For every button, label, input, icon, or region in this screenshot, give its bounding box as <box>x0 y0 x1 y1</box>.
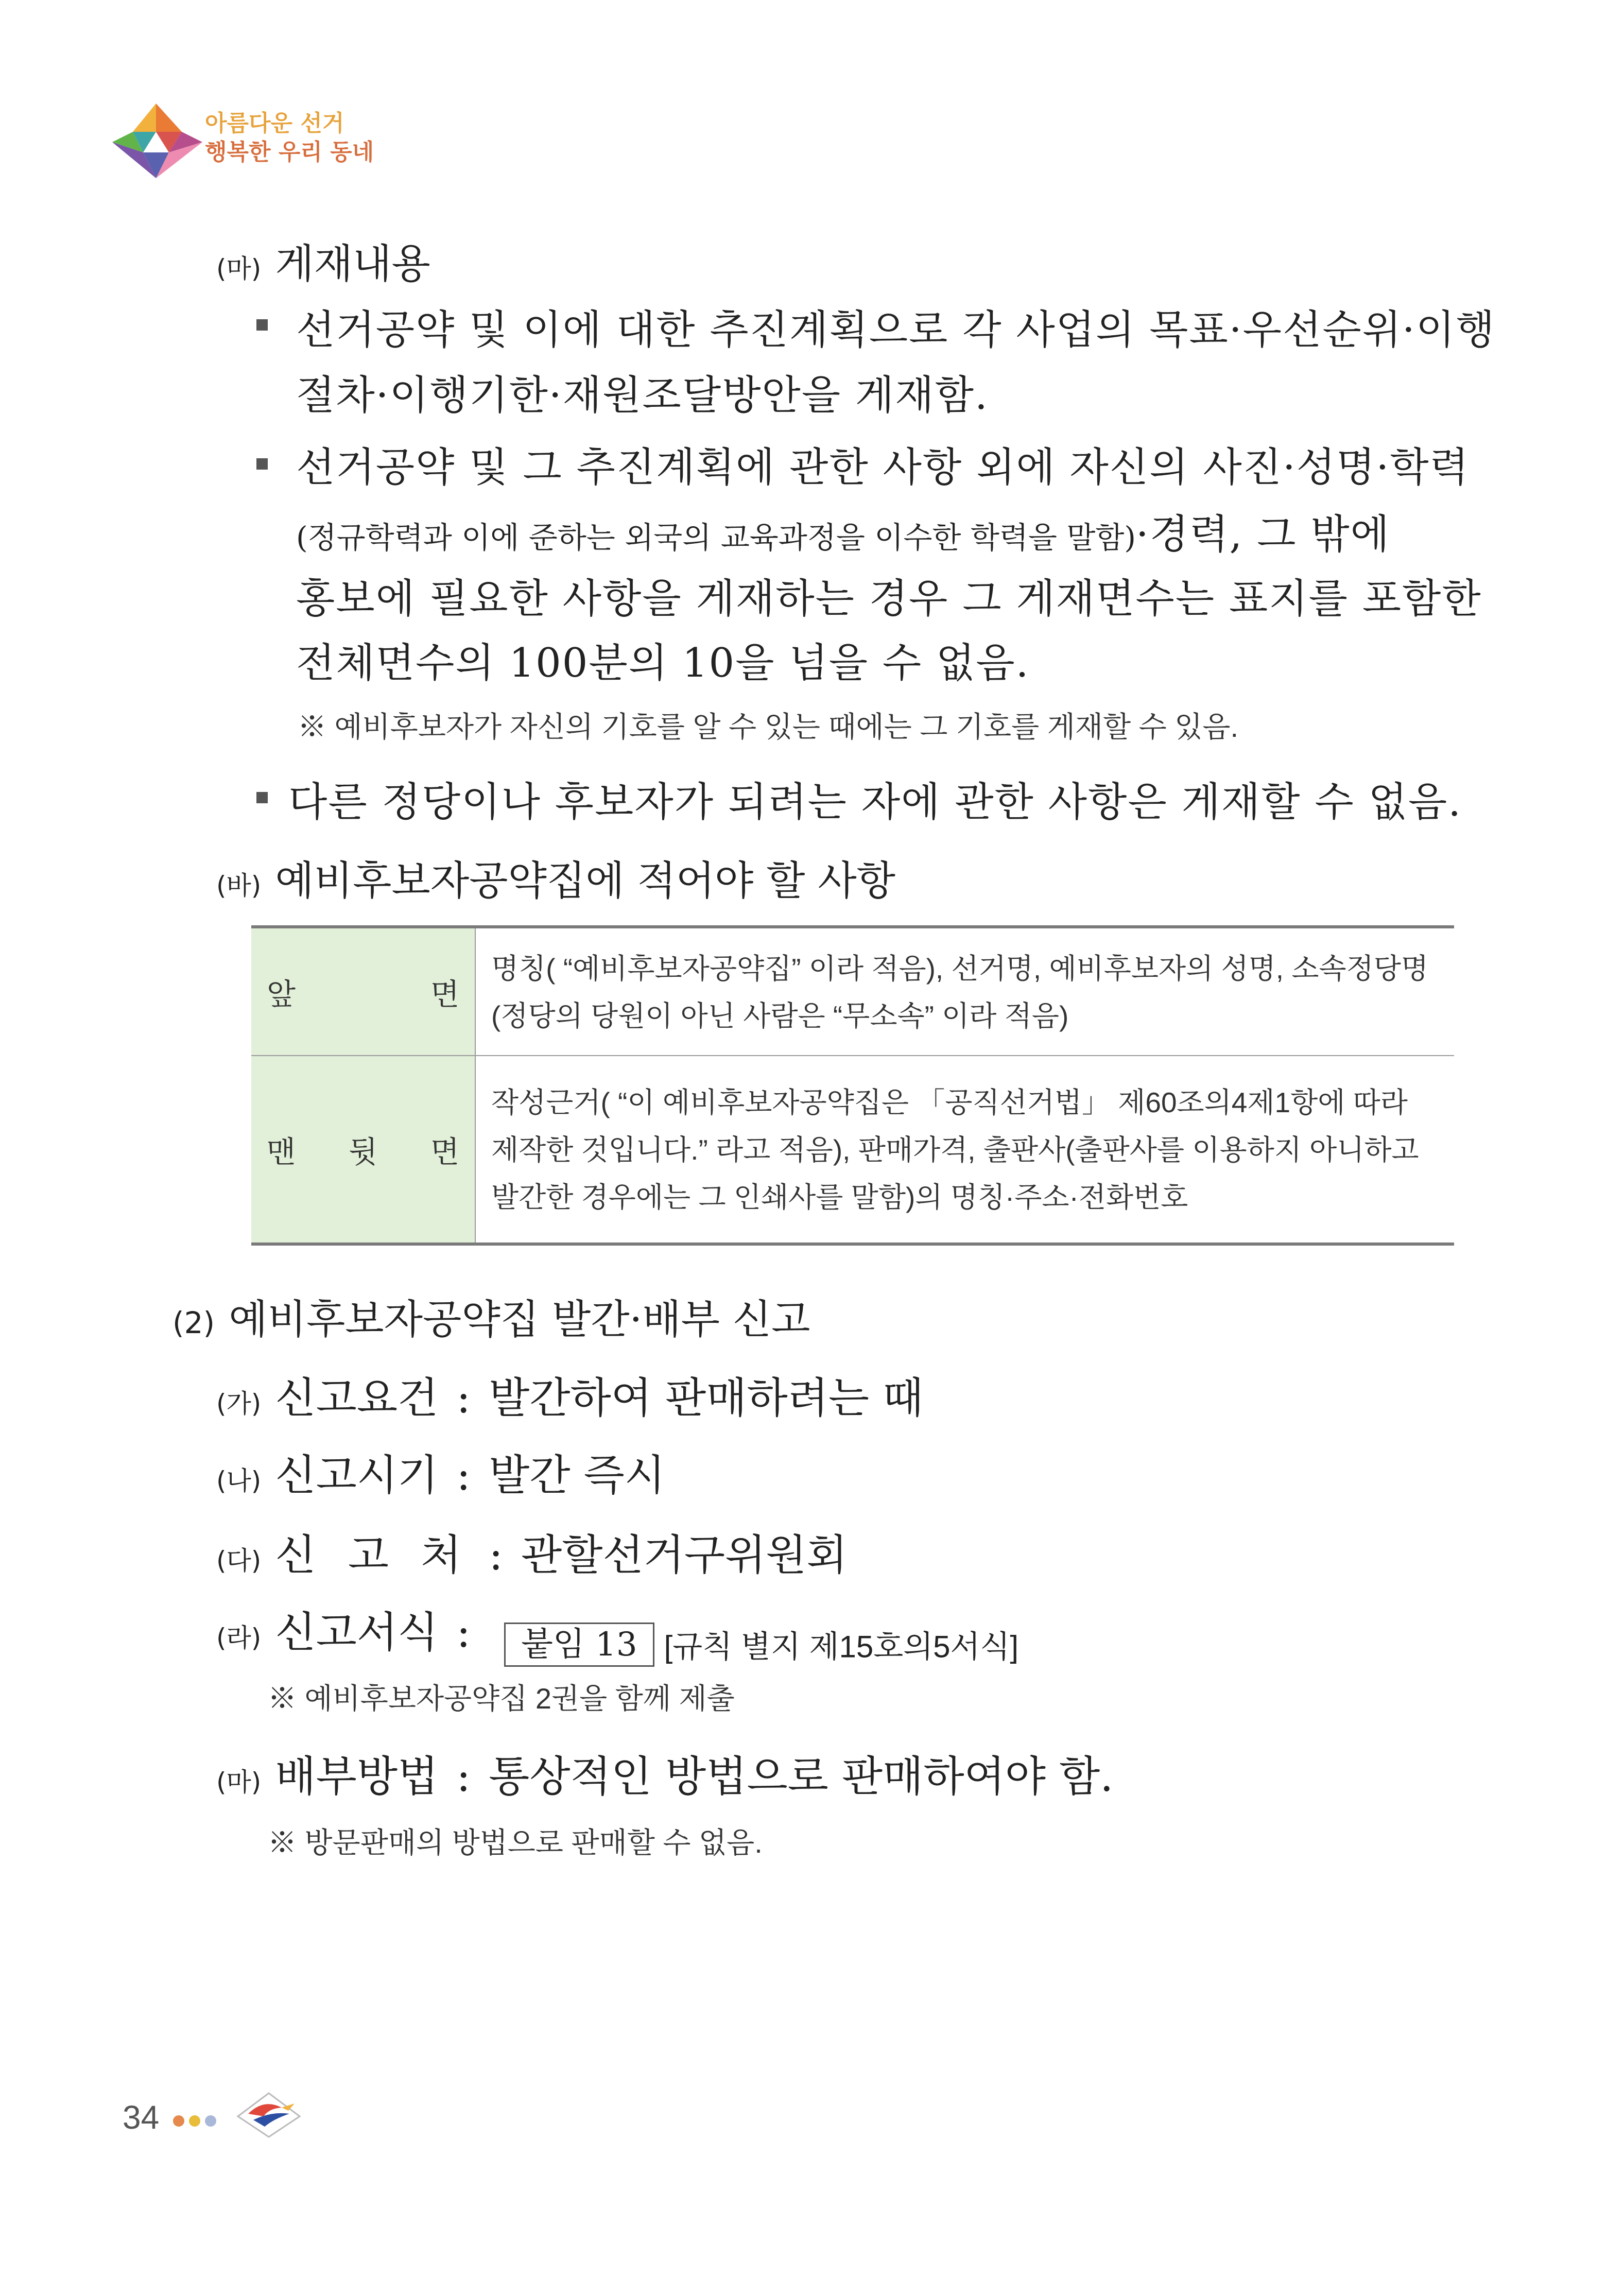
bullet-1-line-2: 절차·이행기한·재원조달방안을 게재함. <box>296 372 989 419</box>
item-label: 신고서식 <box>275 1608 439 1657</box>
item-label: 신고시기 <box>275 1451 439 1500</box>
section-ma-marker: (마) <box>216 254 262 284</box>
item-colon: : <box>456 1451 471 1500</box>
bullet-2-parenthetical: (정규학력과 이에 준하는 외국의 교육과정을 이수한 학력을 말함) <box>296 520 1136 555</box>
bullet-icon <box>256 458 268 470</box>
item-na <box>216 1442 665 1502</box>
form-reference: [규칙 별지 제15호의5서식] <box>664 1629 1019 1664</box>
table-label-back <box>251 1056 475 1244</box>
table-row <box>251 1056 1454 1244</box>
table-row <box>251 927 1454 1056</box>
item-marker: (라) <box>216 1623 262 1653</box>
label-part: 뒷 <box>348 1135 378 1169</box>
section-ba-title: 예비후보자공약집에 적어야 할 사항 <box>275 858 896 904</box>
item-ra-note: ※ 예비후보자공약집 2권을 함께 제출 <box>268 1682 735 1715</box>
item-marker: (나) <box>216 1466 262 1496</box>
item-label: 신고요건 <box>275 1374 439 1423</box>
section-2-marker: (2) <box>172 1305 215 1340</box>
bullet-3-line-1: 다른 정당이나 후보자가 되려는 자에 관한 사항은 게재할 수 없음. <box>288 779 1462 825</box>
footer-dot <box>205 2115 216 2127</box>
item-value: 관할선거구위원회 <box>521 1531 848 1580</box>
label-part: 맨 <box>267 1135 296 1169</box>
item-colon: : <box>456 1752 471 1801</box>
item-value: 발간 즉시 <box>489 1451 666 1500</box>
brand-line2: 행복한 우리 동네 <box>205 139 374 165</box>
item-da <box>216 1522 848 1582</box>
form-attachment-box: 붙임 13 <box>504 1623 654 1667</box>
tangram-diamond-icon <box>112 101 202 181</box>
page-number: 34 <box>123 2099 160 2136</box>
item-value: 통상적인 방법으로 판매하여야 함. <box>489 1752 1114 1801</box>
brand-line1: 아름다운 선거 <box>205 110 344 136</box>
bullet-icon <box>256 319 268 331</box>
item-ra <box>216 1599 1018 1667</box>
item-value: 발간하여 판매하려는 때 <box>489 1374 924 1423</box>
footer-dot <box>173 2115 184 2127</box>
table-value-back: 작성근거( “이 예비후보자공약집은 「공직선거법」 제60조의4제1항에 따라 제작한 것입니다.” 라고 적음), 판매가격, 출판사(출판사를 이용하지 아니하고 발간한 경우에는 그 인쇄사를 말함)의 명칭·주소·전화번호 <box>491 1086 1419 1213</box>
footer-dot <box>189 2115 200 2127</box>
bullet-2-line-2 <box>296 502 1390 560</box>
bullet-2-line-3: 홍보에 필요한 사항을 게재하는 경우 그 게재면수는 표지를 포함한 <box>296 576 1482 622</box>
item-ga <box>216 1365 923 1425</box>
bullet-icon <box>256 792 268 803</box>
section-ma-heading <box>216 232 430 289</box>
section-2-heading <box>172 1287 810 1345</box>
bullet-2-line-1: 선거공약 및 그 추진계획에 관한 사항 외에 자신의 사진·성명·학력 <box>296 444 1470 491</box>
requirements-table <box>251 925 1454 1246</box>
election-bird-icon <box>233 2088 305 2139</box>
label-part: 면 <box>430 978 459 1011</box>
item-marker: (가) <box>216 1389 262 1419</box>
item-colon: : <box>456 1374 471 1423</box>
bullet-2-note: ※ 예비후보자가 자신의 기호를 알 수 있는 때에는 그 기호를 게재할 수 있음. <box>298 711 1239 743</box>
table-value-front: 명칭( “예비후보자공약집” 이라 적음), 선거명, 예비후보자의 성명, 소속정당명(정당의 당원이 아닌 사람은 “무소속” 이라 적음) <box>475 927 1454 1056</box>
brand-text <box>205 109 374 167</box>
label-part: 앞 <box>267 978 296 1011</box>
item-colon: : <box>456 1608 471 1657</box>
item-colon: : <box>489 1531 503 1580</box>
section-ba-heading <box>216 849 895 906</box>
item-label: 신 고 처 <box>275 1531 471 1580</box>
section-ma-title: 게재내용 <box>275 241 430 287</box>
item-label: 배부방법 <box>275 1752 439 1801</box>
section-ba-marker: (바) <box>216 871 262 901</box>
item-ma <box>216 1743 1113 1803</box>
bullet-2-line-4: 전체면수의 100분의 10을 넘을 수 없음. <box>296 640 1030 686</box>
item-marker: (다) <box>216 1546 262 1576</box>
bullet-1-line-1: 선거공약 및 이에 대한 추진계획으로 각 사업의 목표·우선순위·이행 <box>296 307 1496 353</box>
label-part: 면 <box>430 1135 459 1169</box>
item-marker: (마) <box>216 1767 262 1797</box>
table-label-front <box>251 927 475 1056</box>
item-ma-note: ※ 방문판매의 방법으로 판매할 수 없음. <box>268 1826 763 1859</box>
section-2-title: 예비후보자공약집 발간·배부 신고 <box>229 1297 810 1343</box>
bullet-2-line-2-rest: ·경력, 그 밖에 <box>1136 511 1390 558</box>
